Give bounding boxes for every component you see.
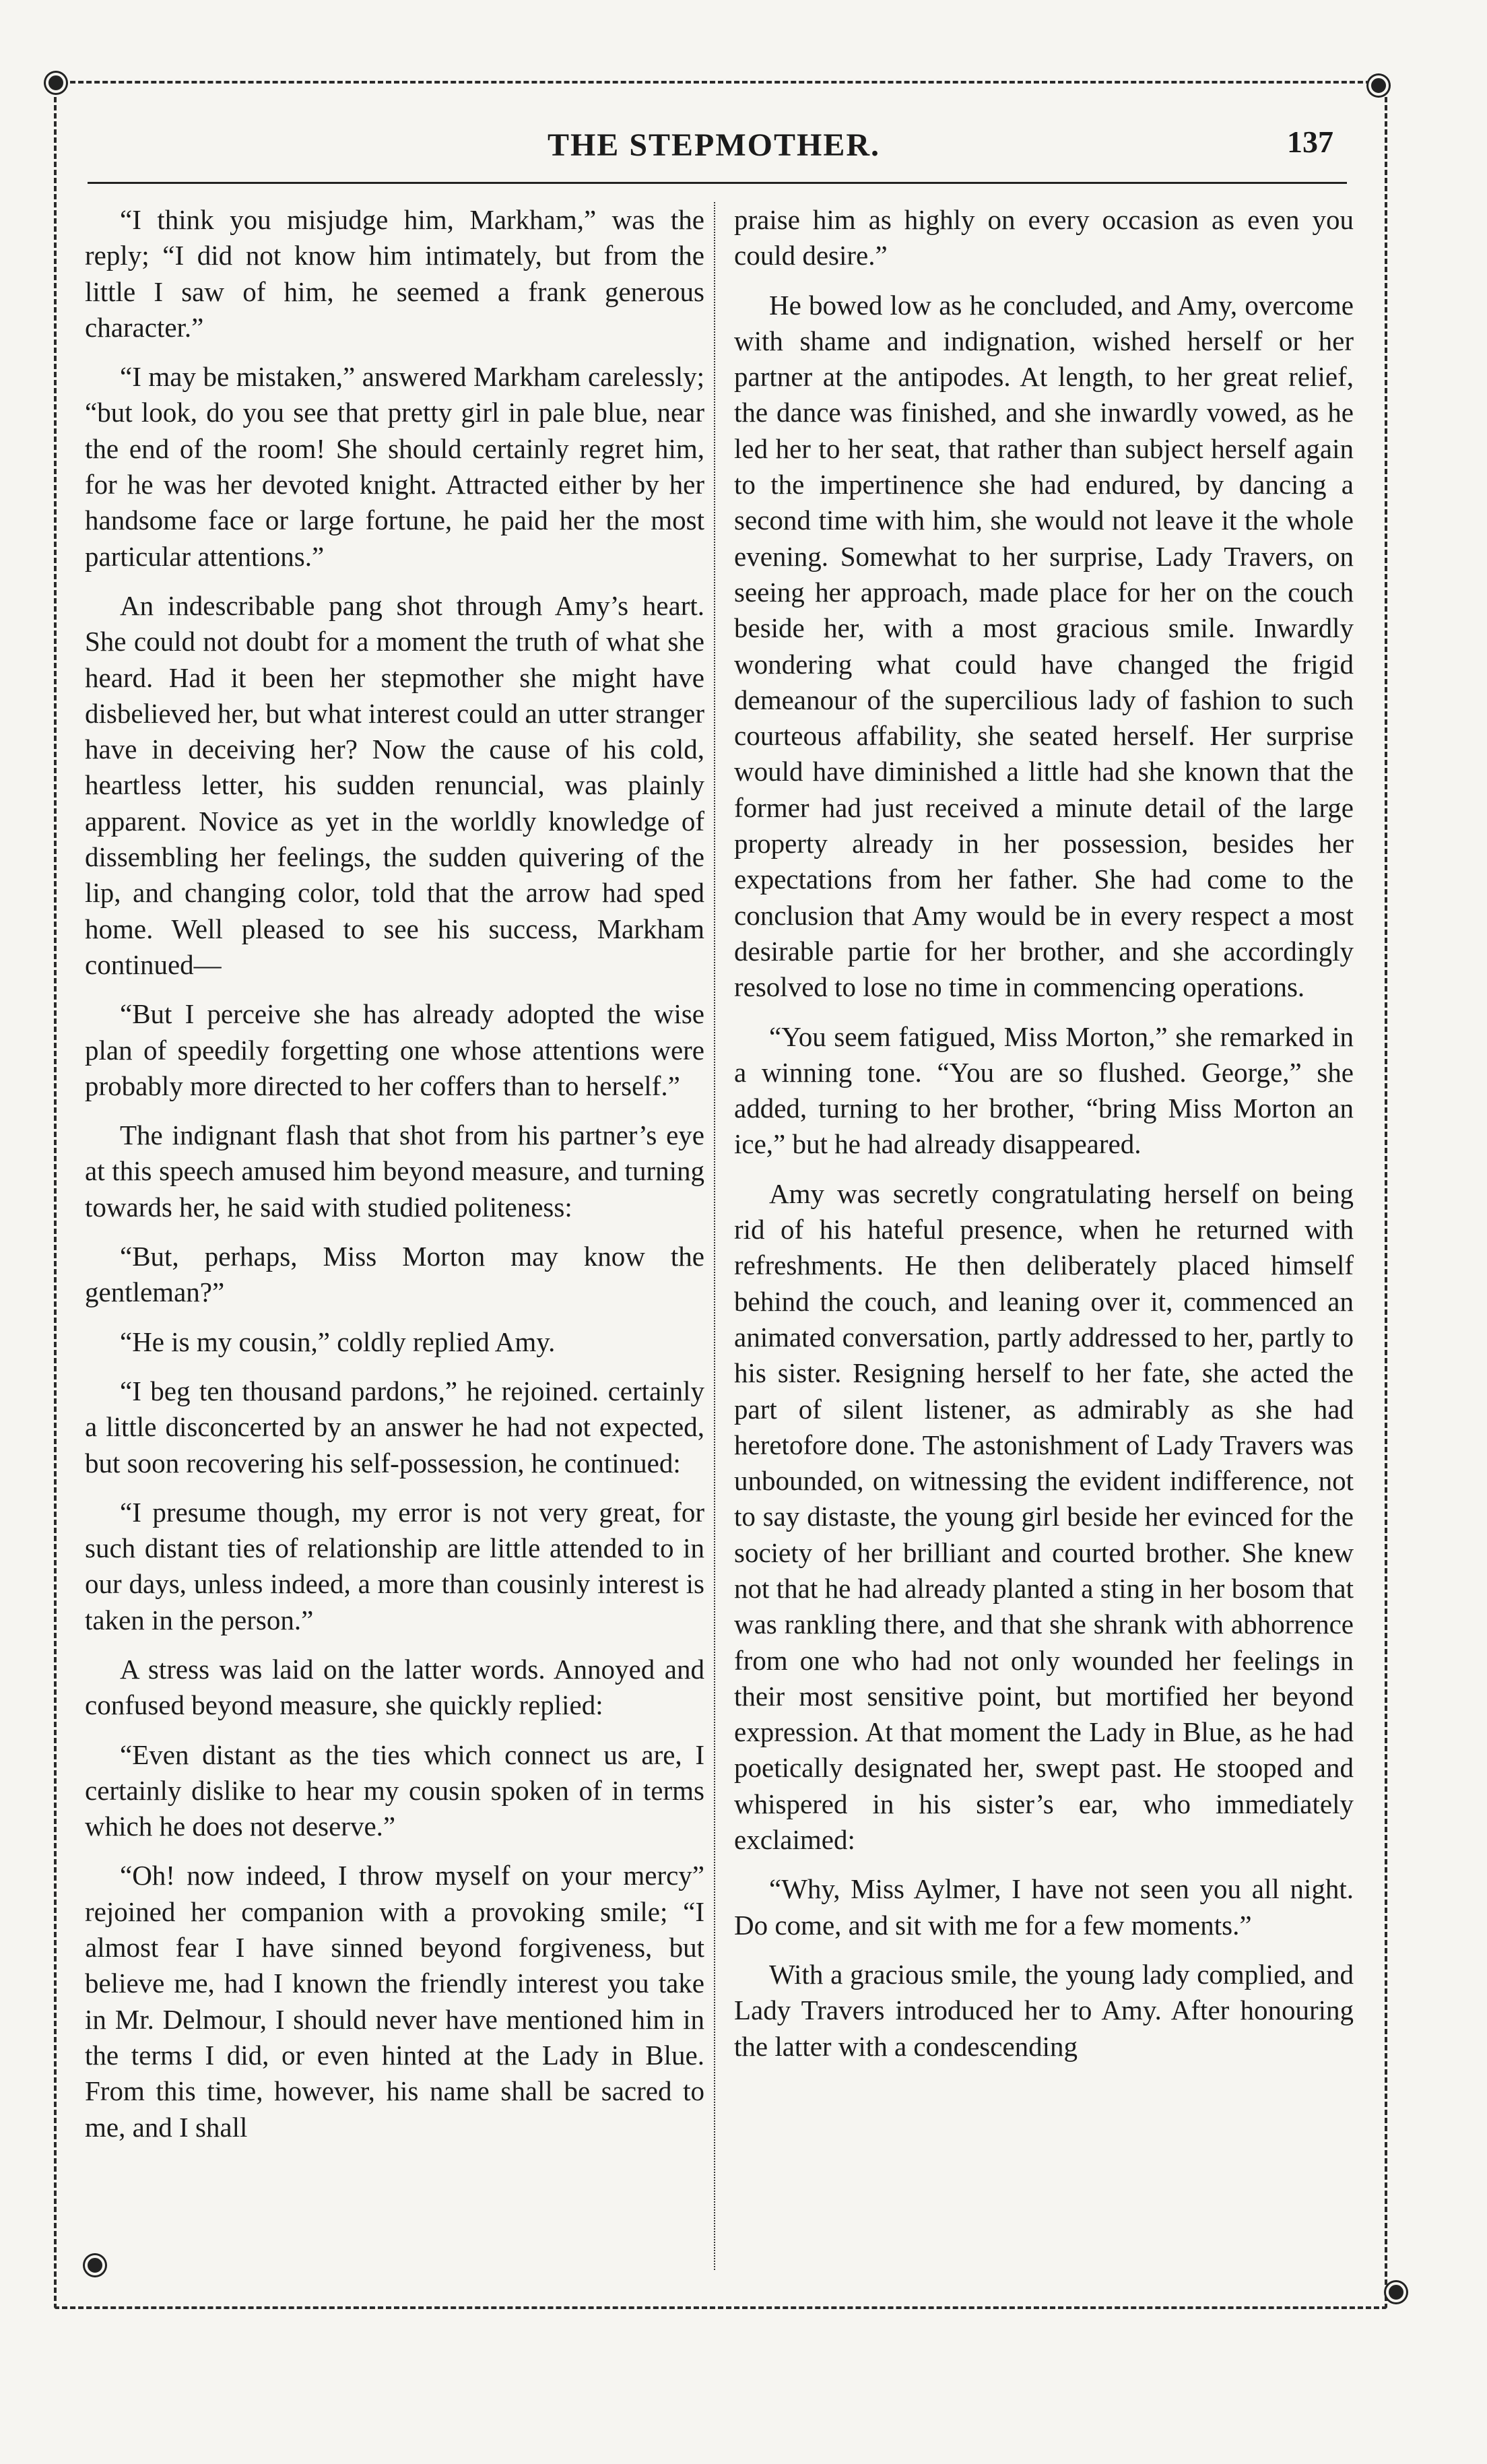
paragraph: “I beg ten thousand pardons,” he rejoined. certainly a little disconcerted by an answer he had not expected, but soon recovering his self-possession, he continued: [85,1375,704,1479]
corner-ornament-top-right [1368,75,1389,96]
column-divider [714,202,715,2270]
running-header [81,121,1347,175]
paragraph: The indignant flash that shot from his partner’s eye at this speech amused him beyond measure, and turning towards her, he said with studied politeness: [85,1120,704,1223]
paragraph: “Even distant as the ties which connect us are, I certainly dislike to hear my cousin spoken of in terms which he does not deserve.” [85,1739,704,1842]
paragraph-continued: praise him as highly on every occasion as even you could desire.” [734,204,1354,271]
paragraph: “You seem fatigued, Miss Morton,” she remarked in a winning tone. “You are so flushed. George,” she added, turning to her brother, “bring Miss Morton an ice,” but he had already disappeared. [734,1020,1354,1160]
page-number: 137 [1287,125,1333,159]
paragraph: “Oh! now indeed, I throw myself on your mercy” rejoined her companion with a provoking smile; “I almost fear I have sinned beyond forgiveness, but believe me, had I known the friendly interest you take in Mr. Delmour, I should never have mentioned him in the terms I did, or even hinted at the Lady in Blue. From this time, however, his name shall be sacred to me, and I shall [85,1860,704,2143]
left-column [85,202,704,2159]
paragraph: He bowed low as he concluded, and Amy, overcome with shame and indignation, wished herself or her partner at the antipodes. At length, to her great relief, the dance was finished, and she inwardly vowed, as he led her to her seat, that rather than subject herself again to the impertinence she had endured, by dancing a second time with him, she would not leave it the whole evening. Somewhat to her surprise, Lady Travers, on seeing her approach, made place for her on the couch beside her, with a most gracious smile. Inwardly wondering what could have changed the frigid demeanour of the supercilious lady of fashion to such courteous affability, she seated herself. Her surprise would have diminished a little had she known that the former had just received a minute detail of the large property already in her possession, besides her expectations from her father. She had come to the conclusion that Amy would be in every respect a most desirable partie for her brother, and she accordingly resolved to lose no time in commencing operations. [734,289,1354,1003]
paragraph: “I presume though, my error is not very great, for such distant ties of relationship are little attended to in our days, unless indeed, a more than cousinly interest is taken in the person.” [85,1496,704,1635]
corner-ornament-bottom-right [1386,2282,1406,2302]
paragraph: Amy was secretly congratulating herself on being rid of his hateful presence, when he returned with refreshments. He then deliberately placed himself behind the couch, and leaning over it, commenced an animated conversation, partly addressed to her, partly to his sister. Resigning herself to her fate, she acted the part of silent listener, as admirably as she had heretofore done. The astonishment of Lady Travers was unbounded, on witnessing the evident indifference, not to say distaste, the young girl beside her evinced for the society of her brilliant and courted brother. She knew not that he had already planted a sting in her bosom that was rankling there, and that she shrank with abhorrence from one who had not only wounded her feelings in their most sensitive point, but mortified her beyond expression. At that moment the Lady in Blue, as he had poetically designated her, swept past. He stooped and whispered in his sister’s ear, who immediately exclaimed: [734,1177,1354,1856]
paragraph: An indescribable pang shot through Amy’s heart. She could not doubt for a moment the truth of what she heard. Had it been her stepmother she might have disbelieved her, but what interest could an utter stranger have in deceiving her? Now the cause of his cold, heartless letter, his sudden renuncial, was plainly apparent. Novice as yet in the worldly knowledge of dissembling her feelings, the sudden quivering of the lip, and changing color, told that the arrow had sped home. Well pleased to see his success, Markham continued— [85,589,704,980]
corner-ornament-top-left [46,73,66,93]
corner-ornament-bottom-left [85,2255,105,2275]
right-column [734,202,1354,2078]
paragraph: “But, perhaps, Miss Morton may know the gentleman?” [85,1241,704,1308]
paragraph: “Why, Miss Aylmer, I have not seen you all night. Do come, and sit with me for a few moments.” [734,1873,1354,1941]
running-title: THE STEPMOTHER. [547,127,881,163]
paragraph: “He is my cousin,” coldly replied Amy. [120,1326,556,1357]
paragraph: “I think you misjudge him, Markham,” was the reply; “I did not know him intimately, but from the little I saw of him, he seemed a frank generous character.” [85,204,704,343]
paragraph: A stress was laid on the latter words. Annoyed and confused beyond measure, she quickly replied: [85,1653,704,1721]
paragraph: With a gracious smile, the young lady complied, and Lady Travers introduced her to Amy. After honouring the latter with a condescending [734,1958,1354,2062]
header-rule [88,182,1347,184]
paragraph: “But I perceive she has already adopted the wise plan of speedily forgetting one whose attentions were probably more directed to her coffers than to herself.” [85,998,704,1101]
paragraph: “I may be mistaken,” answered Markham carelessly; “but look, do you see that pretty girl in pale blue, near the end of the room! She should certainly regret him, for he was her devoted knight. Attracted either by her handsome face or large fortune, he paid her the most particular attentions.” [85,361,704,572]
